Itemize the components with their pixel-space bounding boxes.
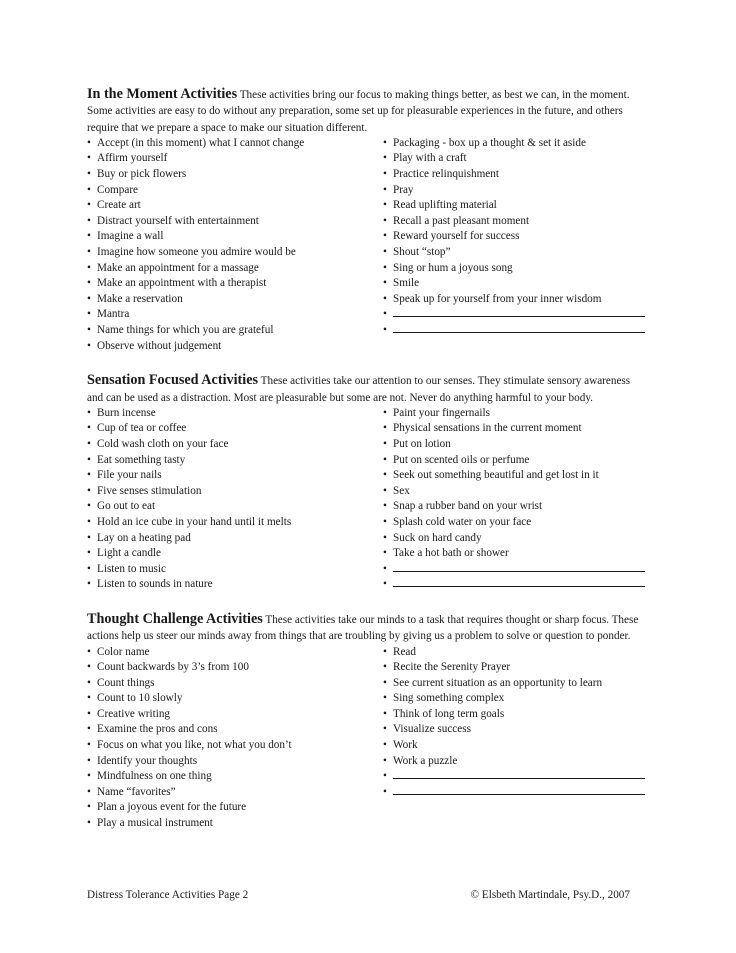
activities-page [87,86,647,850]
activity-text: Practice relinquishment [393,168,499,181]
activity-columns [87,406,647,593]
activity-text: Mantra [97,308,130,321]
bullet-icon: • [383,531,387,544]
bullet-icon: • [87,676,91,689]
bullet-icon: • [87,484,91,497]
section-intro [87,372,647,406]
bullet-icon: • [383,547,387,560]
activity-text: Think of long term goals [393,707,505,720]
section-intro [87,86,647,136]
activity-item [87,707,383,723]
bullet-icon: • [87,645,91,658]
section-heading: In the Moment Activities [87,86,238,102]
activity-item [87,562,383,578]
activity-text: Focus on what you like, not what you don’t [97,739,292,752]
activity-text: Work [393,739,418,752]
section-description: These activities take our attention to our senses. They stimulate sensory awareness and can be used as a distraction. Most are pleasurable but some are not. Never do anything harmful to your body. [87,375,631,404]
in-the-moment-activities-section [87,86,647,354]
activity-item [383,515,647,531]
bullet-icon: • [87,707,91,720]
section-heading: Sensation Focused Activities [87,372,259,389]
activity-text: Burn incense [97,406,156,419]
activity-item [383,245,647,261]
activity-text: Accept (in this moment) what I cannot change [97,136,305,149]
activity-item [87,453,383,469]
activity-item [87,468,383,484]
activity-item [87,722,383,738]
activity-text: See current situation as an opportunity to learn [393,676,603,689]
activity-item [87,484,383,500]
bullet-icon: • [87,531,91,544]
activity-text: Pray [393,183,414,196]
activity-item [383,562,647,578]
activity-item [383,769,647,785]
bullet-icon: • [87,754,91,767]
activity-text: Listen to music [97,562,166,575]
activity-text: Sing or hum a joyous song [393,261,513,274]
footer-page-label: Distress Tolerance Activities Page 2 [87,889,249,901]
bullet-icon: • [87,292,91,305]
activity-item [87,769,383,785]
activity-text: Make an appointment with a therapist [97,277,267,290]
section-description: These activities bring our focus to making things better, as best we can, in the moment. Some activities are easy to do without any preparation, some set up for pleasurable experiences in the future, and others require that we prepare a space to make our situation different. [87,89,630,134]
bullet-icon: • [383,739,387,752]
bullet-icon: • [87,739,91,752]
activity-text: Shout “stop” [393,246,451,259]
activity-item [383,499,647,515]
activity-item [87,577,383,593]
activity-item [383,229,647,245]
activity-text: Go out to eat [97,500,156,513]
activity-item [383,276,647,292]
activity-item [383,722,647,738]
bullet-icon: • [383,676,387,689]
bullet-icon: • [383,484,387,497]
thought-challenge-activities-section [87,611,647,832]
bullet-icon: • [383,754,387,767]
activity-item [87,214,383,230]
activity-text: Paint your fingernails [393,406,490,419]
activity-item [383,754,647,770]
bullet-icon: • [87,723,91,736]
activity-item [87,307,383,323]
section-description: These activities take our minds to a task that requires thought or sharp focus. These actions help us steer our minds away from things that are troubling by giving us a problem to solve or question to ponder. [87,613,639,643]
activity-text: Cup of tea or coffee [97,422,187,435]
activity-item [87,151,383,167]
activity-columns [87,136,647,354]
blank-write-in-line[interactable] [393,562,645,572]
activity-item [87,738,383,754]
activity-item [87,499,383,515]
bullet-icon: • [87,785,91,798]
activity-item [87,515,383,531]
activity-item [383,691,647,707]
activity-item [383,660,647,676]
activity-item [87,437,383,453]
activity-item [383,785,647,801]
activity-item [87,531,383,547]
activity-item [87,785,383,801]
bullet-icon: • [383,469,387,482]
bullet-icon: • [87,801,91,814]
activity-text: Recite the Serenity Prayer [393,661,511,674]
bullet-icon: • [383,770,387,783]
activity-item [383,453,647,469]
bullet-icon: • [87,339,91,352]
activity-item [383,577,647,593]
sensation-focused-activities-section [87,372,647,593]
activity-text: Count to 10 slowly [97,692,183,705]
activity-text: Imagine how someone you admire would be [97,246,296,259]
activity-item [383,676,647,692]
activity-text: Buy or pick flowers [97,168,187,181]
bullet-icon: • [87,168,91,181]
activity-text: Compare [97,183,139,196]
activity-item [383,183,647,199]
activity-text: Distract yourself with entertainment [97,214,259,227]
bullet-icon: • [383,324,387,337]
activity-text: Make an appointment for a massage [97,261,259,274]
activity-text: Name “favorites” [97,785,176,798]
bullet-icon: • [87,199,91,212]
bullet-icon: • [383,562,387,575]
activity-item [383,738,647,754]
blank-write-in-line[interactable] [393,307,645,317]
blank-write-in-line[interactable] [393,785,645,795]
bullet-icon: • [87,308,91,321]
activity-text: Identify your thoughts [97,754,198,767]
activity-item [87,261,383,277]
left-activity-list [87,406,383,593]
bullet-icon: • [383,230,387,243]
bullet-icon: • [383,308,387,321]
activity-item [87,676,383,692]
bullet-icon: • [383,661,387,674]
bullet-icon: • [87,562,91,575]
activity-text: Sing something complex [393,692,505,705]
activity-text: Name things for which you are grateful [97,324,274,337]
bullet-icon: • [383,277,387,290]
activity-item [383,531,647,547]
activity-text: Packaging - box up a thought & set it aside [393,136,586,149]
bullet-icon: • [87,422,91,435]
left-activity-list [87,645,383,832]
bullet-icon: • [87,406,91,419]
bullet-icon: • [87,453,91,466]
bullet-icon: • [383,578,387,591]
blank-write-in-line[interactable] [393,577,645,587]
activity-item [383,406,647,422]
activity-item [87,292,383,308]
activity-text: File your nails [97,469,162,482]
activity-item [87,167,383,183]
bullet-icon: • [87,324,91,337]
bullet-icon: • [87,578,91,591]
activity-text: Examine the pros and cons [97,723,218,736]
activity-text: Put on scented oils or perfume [393,453,530,466]
left-activity-list [87,136,383,354]
activity-item [87,421,383,437]
activity-item [87,183,383,199]
activity-item [383,421,647,437]
footer-copyright: © Elsbeth Martindale, Psy.D., 2007 [470,889,630,901]
bullet-icon: • [87,817,91,830]
activity-item [87,276,383,292]
activity-text: Splash cold water on your face [393,515,532,528]
bullet-icon: • [87,770,91,783]
activity-text: Play a musical instrument [97,817,213,830]
bullet-icon: • [87,500,91,513]
bullet-icon: • [87,214,91,227]
bullet-icon: • [87,261,91,274]
bullet-icon: • [87,469,91,482]
activity-item [87,339,383,355]
bullet-icon: • [87,152,91,165]
bullet-icon: • [87,277,91,290]
bullet-icon: • [87,183,91,196]
activity-item [87,406,383,422]
blank-write-in-line[interactable] [393,769,645,779]
activity-text: Color name [97,645,150,658]
bullet-icon: • [383,168,387,181]
bullet-icon: • [383,152,387,165]
activity-item [87,645,383,661]
right-activity-list [383,406,647,593]
activity-item [87,754,383,770]
activity-text: Play with a craft [393,152,467,165]
activity-text: Make a reservation [97,292,183,305]
activity-item [383,307,647,323]
activity-item [87,198,383,214]
bullet-icon: • [383,723,387,736]
activity-text: Count backwards by 3’s from 100 [97,661,249,674]
activity-item [383,136,647,152]
activity-text: Eat something tasty [97,453,186,466]
activity-text: Creative writing [97,707,171,720]
bullet-icon: • [87,547,91,560]
activity-item [87,229,383,245]
bullet-icon: • [87,246,91,259]
activity-item [87,660,383,676]
activity-text: Plan a joyous event for the future [97,801,247,814]
activity-text: Observe without judgement [97,339,222,352]
bullet-icon: • [87,515,91,528]
bullet-icon: • [383,500,387,513]
bullet-icon: • [383,692,387,705]
bullet-icon: • [383,406,387,419]
activity-text: Lay on a heating pad [97,531,191,544]
bullet-icon: • [383,785,387,798]
activity-item [87,323,383,339]
activity-item [87,546,383,562]
bullet-icon: • [383,422,387,435]
activity-text: Snap a rubber band on your wrist [393,500,543,513]
activity-item [383,546,647,562]
activity-item [383,707,647,723]
bullet-icon: • [383,214,387,227]
activity-text: Visualize success [393,723,471,736]
activity-item [383,437,647,453]
activity-text: Read [393,645,416,658]
activity-text: Take a hot bath or shower [393,547,509,560]
activity-text: Work a puzzle [393,754,458,767]
activity-item [383,292,647,308]
bullet-icon: • [383,136,387,149]
activity-item [383,151,647,167]
activity-text: Seek out something beautiful and get lost in it [393,469,599,482]
bullet-icon: • [87,692,91,705]
activity-text: Sex [393,484,410,497]
bullet-icon: • [383,515,387,528]
activity-text: Light a candle [97,547,161,560]
bullet-icon: • [87,661,91,674]
blank-write-in-line[interactable] [393,323,645,333]
bullet-icon: • [383,707,387,720]
activity-text: Listen to sounds in nature [97,578,213,591]
activity-item [87,136,383,152]
activity-text: Recall a past pleasant moment [393,214,530,227]
activity-text: Cold wash cloth on your face [97,437,229,450]
activity-item [383,198,647,214]
activity-item [87,816,383,832]
activity-item [87,245,383,261]
activity-text: Hold an ice cube in your hand until it melts [97,515,292,528]
activity-item [87,691,383,707]
bullet-icon: • [87,230,91,243]
activity-text: Reward yourself for success [393,230,520,243]
activity-item [383,323,647,339]
activity-item [383,468,647,484]
activity-text: Read uplifting material [393,199,497,212]
right-activity-list [383,645,647,832]
activity-item [383,484,647,500]
activity-text: Count things [97,676,155,689]
activity-item [383,167,647,183]
bullet-icon: • [383,645,387,658]
bullet-icon: • [383,453,387,466]
bullet-icon: • [383,183,387,196]
section-intro [87,611,647,645]
activity-text: Physical sensations in the current moment [393,422,582,435]
activity-item [87,800,383,816]
bullet-icon: • [383,437,387,450]
bullet-icon: • [383,292,387,305]
section-heading: Thought Challenge Activities [87,610,263,627]
bullet-icon: • [383,199,387,212]
bullet-icon: • [383,246,387,259]
activity-item [383,645,647,661]
activity-text: Create art [97,199,141,212]
activity-text: Put on lotion [393,437,451,450]
activity-text: Suck on hard candy [393,531,482,544]
activity-item [383,261,647,277]
activity-text: Affirm yourself [97,152,168,165]
activity-item [383,214,647,230]
activity-text: Five senses stimulation [97,484,202,497]
bullet-icon: • [87,437,91,450]
activity-text: Smile [393,277,420,290]
right-activity-list [383,136,647,354]
page-footer [87,889,630,901]
activity-text: Imagine a wall [97,230,164,243]
bullet-icon: • [383,261,387,274]
bullet-icon: • [87,136,91,149]
activity-columns [87,645,647,832]
activity-text: Speak up for yourself from your inner wisdom [393,292,602,305]
activity-text: Mindfulness on one thing [97,770,212,783]
